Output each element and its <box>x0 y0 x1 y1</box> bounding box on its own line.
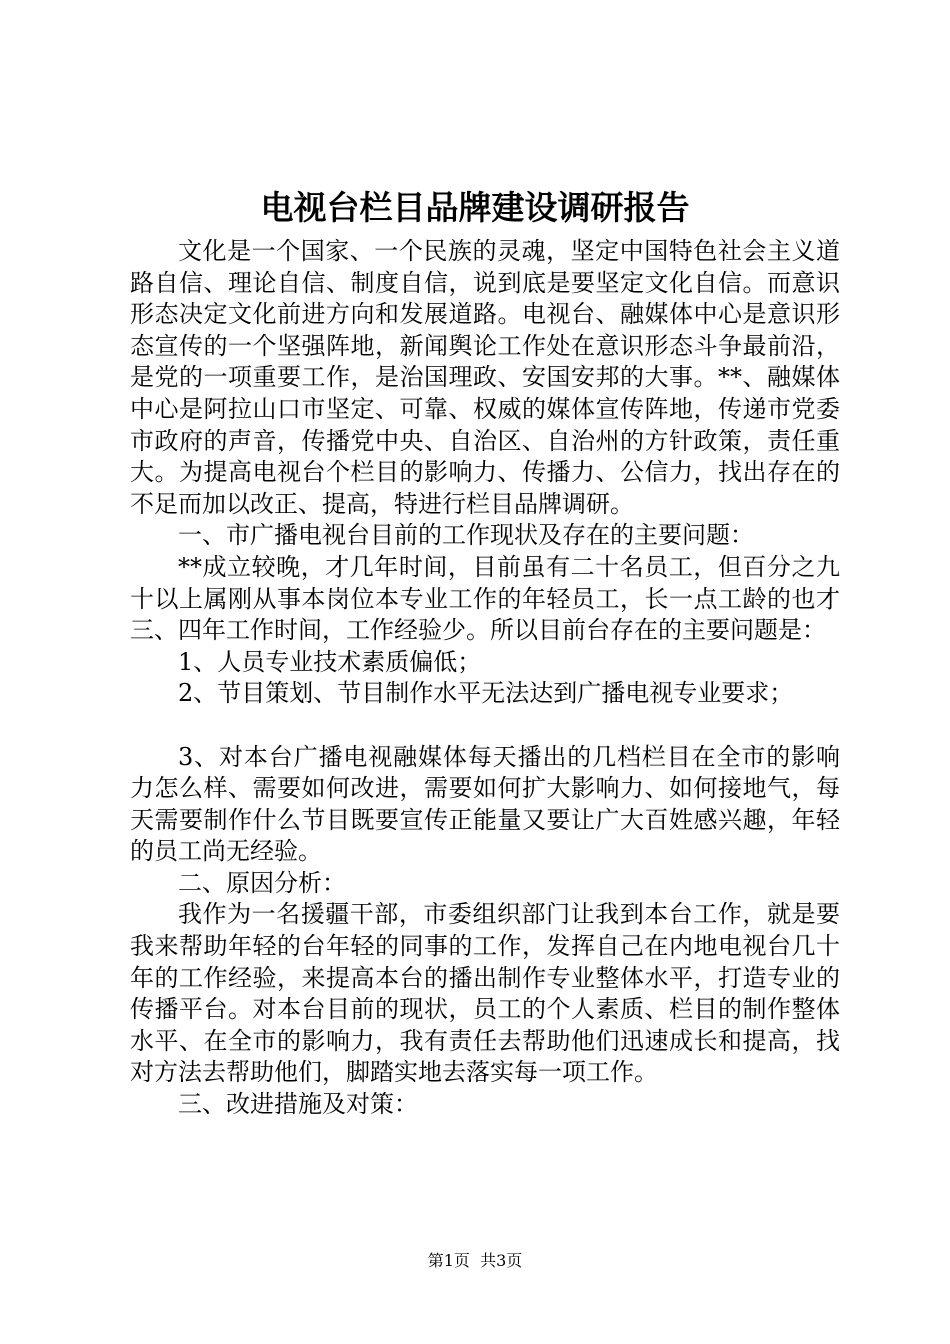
section-heading-3: 三、改进措施及对策： <box>178 1090 418 1119</box>
paragraph-analysis: 我作为一名援疆干部，市委组织部门让我到本台工作，就是要我来帮助年轻的台年轻的同事的工作，发挥自己在内地电视台几十年的工作经验，来提高本台的播出制作专业整体水平，打造专业的传播平台。对本台目前的现状，员工的个人素质、栏目的制作整体水平、在全市的影响力，我有责任去帮助他们迅速成长和提高，找对方法去帮助他们，脚踏实地去落实每一项工作。 <box>130 900 840 1087</box>
page-number: 第1页 <box>427 1251 470 1270</box>
list-item-1: 1、人员专业技术素质偏低； <box>178 647 482 676</box>
section-heading-2: 二、原因分析： <box>178 868 346 897</box>
list-item-3: 3、对本台广播电视融媒体每天播出的几档栏目在全市的影响力怎么样、需要如何改进，需要如何扩大影响力、如何接地气，每天需要制作什么节目既要宣传正能量又要让广大百姓感兴趣，年轻的员工尚无经验。 <box>130 742 840 866</box>
paragraph-status: **成立较晚，才几年时间，目前虽有二十名员工，但百分之九十以上属刚从事本岗位本专业工作的年轻员工，长一点工龄的也才三、四年工作时间，工作经验少。所以目前台存在的主要问题是： <box>130 552 840 645</box>
paragraph-intro: 文化是一个国家、一个民族的灵魂，坚定中国特色社会主义道路自信、理论自信、制度自信，说到底是要坚定文化自信。而意识形态决定文化前进方向和发展道路。电视台、融媒体中心是意识形态宣传的一个坚强阵地，新闻舆论工作处在意识形态斗争最前沿，是党的一项重要工作，是治国理政、安国安邦的大事。**、融媒体中心是阿拉山口市坚定、可靠、权威的媒体宣传阵地，传递市党委市政府的声音，传播党中央、自治区、自治州的方针政策，责任重大。为提高电视台个栏目的影响力、传播力、公信力，找出存在的不足而加以改正、提高，特进行栏目品牌调研。 <box>130 237 840 518</box>
page-footer <box>0 1250 950 1272</box>
document-body <box>130 236 840 1121</box>
page-total: 共3页 <box>480 1251 523 1270</box>
section-heading-1: 一、市广播电视台目前的工作现状及存在的主要问题： <box>178 521 754 550</box>
list-item-2: 2、节目策划、节目制作水平无法达到广播电视专业要求； <box>178 679 794 708</box>
document-title: 电视台栏目品牌建设调研报告 <box>260 188 690 227</box>
